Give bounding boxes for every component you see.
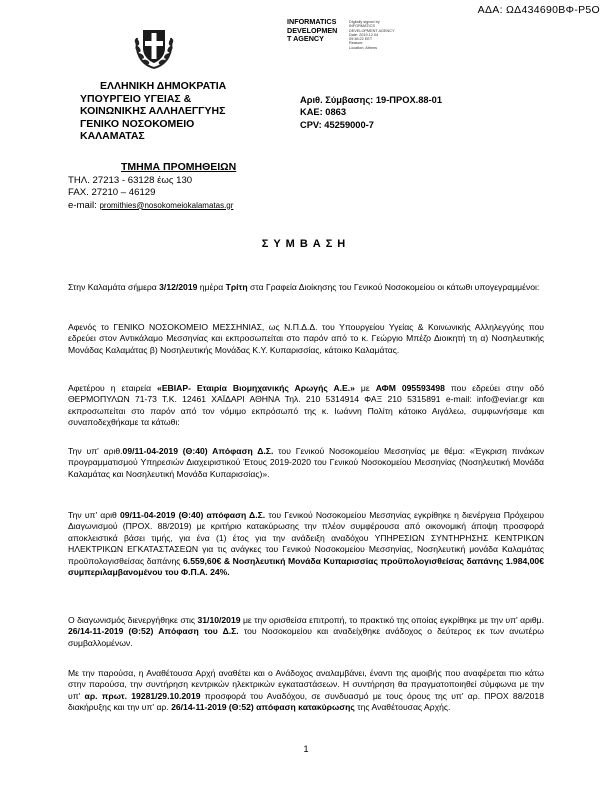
- paragraph-party-contractor: Αφετέρου η εταιρεία «ΕΒΙΑΡ- Εταιρία Βιομηχανικής Αρωγής Α.Ε.» με ΑΦΜ 095593498 που εδρεύει στην οδό ΘΕΡΜΟΠΥΛΩΝ 71-73 Τ.Κ. 12461 ΧΑΪΔΑΡΙ ΑΘΗΝΑ Τηλ. 210 5314914 ΦΑΞ 210 5315891 e-mail: info@eviar.gr και εκπροσωπείται στο παρόν από τον νόμιμο εκπρόσωπό της κ. Ιωάννη Πολίτη κάτοικο Αιγάλεω, συμφωνήσαμε και συναποδεχθήκαμε τα κάτωθι:: [68, 383, 544, 428]
- phone: ΤΗΛ. 27213 - 63128 έως 130: [68, 175, 193, 186]
- fax: FAX. 27210 – 46129: [68, 187, 156, 199]
- email-link[interactable]: promithies@nosokomeiokalamatas.gr: [99, 200, 234, 210]
- email-line: e-mail: promithies@nosokomeiokalamatas.gr: [68, 199, 234, 211]
- digital-signature-block: [287, 17, 447, 50]
- document-title: ΣΥΜΒΑΣΗ: [261, 238, 351, 250]
- signer-name: INFORMATICS DEVELOPMEN T AGENCY: [287, 17, 338, 44]
- cpv-code: CPV: 45259000-7: [300, 119, 374, 130]
- ada-code: ΑΔΑ: ΩΔ434690ΒΦ-Ρ5Ο: [477, 4, 600, 16]
- department-title: ΤΜΗΜΑ ΠΡΟΜΗΘΕΙΩΝ: [121, 161, 237, 173]
- paragraph-intro: Στην Καλαμάτα σήμερα 3/12/2019 ημέρα Τρίτη στα Γραφεία Διοίκησης του Γενικού Νοσοκομείου οι κάτωθι υπογεγραμμένοι:: [68, 282, 540, 292]
- page-number: 1: [303, 744, 309, 754]
- paragraph-tender-approval: Την υπ' αριθ 09/11-04-2019 (Θ:40) απόφαση Δ.Σ. του Γενικού Νοσοκομείου Μεσσηνίας εγκρίθηκε η διενέργεια Πρόχειρου Διαγωνισμού (ΠΡΟΧ. 88/2019) με κριτήριο κατακύρωσης την πλέον συμφέρουσα από οικονομική άποψη προσφορά αποκλειστικά βάσει τιμής, για ένα (1) έτος για την ανάδειξη αναδόχου ΥΠΗΡΕΣΙΩΝ ΣΥΝΤΗΡΗΣΗΣ ΚΕΝΤΡΙΚΩΝ ΗΛΕΚΤΡΙΚΩΝ ΕΓΚΑΤΑΣΤΑΣΕΩΝ για τις ανάγκες του Γενικού Νοσοκομείου Μεσσηνίας, Νοσηλευτική μονάδα Καλαμάτας προϋπολογισθείσας δαπάνης 6.559,60€ & Νοσηλευτική Μονάδα Κυπαρισσίας προϋπολογισθείσας δαπάνης 1.984,00€ συμπεριλαμβανομένου του Φ.Π.Α. 24%.: [68, 510, 544, 578]
- kae-code: ΚΑΕ: 0863: [300, 107, 346, 118]
- paragraph-tender-execution: Ο διαγωνισμός διενεργήθηκε στις 31/10/2019 με την ορισθείσα επιτροπή, το πρακτικό της οποίας εγκρίθηκε με την υπ' αριθμ. 26/14-11-2019 (Θ:52) Απόφαση του Δ.Σ. του Νοσοκομείου και αναδείχθηκε ανάδοχος ο δεύτερος εκ των ανωτέρω συμβαλλομένων.: [68, 615, 544, 648]
- contract-number: Αριθ. Σύμβασης: 19-ΠΡΟΧ.88-01: [300, 95, 443, 105]
- letterhead: ΕΛΛΗΝΙΚΗ ΔΗΜΟΚΡΑΤΙΑ ΥΠΟΥΡΓΕΙΟ ΥΓΕΙΑΣ & ΚΟΙΝΩΝΙΚΗΣ ΑΛΛΗΛΕΓΓΥΗΣ ΓΕΝΙΚΟ ΝΟΣΟΚΟΜΕΙΟ ΚΑΛΑΜΑΤΑΣ: [80, 80, 227, 143]
- contact-details: [68, 175, 233, 212]
- paragraph-party-hospital: Αφενός το ΓΕΝΙΚΟ ΝΟΣΟΚΟΜΕΙΟ ΜΕΣΣΗΝΙΑΣ, ως Ν.Π.Δ.Δ. του Υπουργείου Υγείας & Κοινωνικής Αλληλεγγύης που εδρεύει στον Αντικάλαμο Μεσσηνίας και εκπροσωπείται στο παρόν από το κ. Γεώργιο Μπέζο Διοικητή τη α) Νοσηλευτικής Μονάδας Καλαμάτας β) Νοσηλευτικής Μονάδας Κ.Υ. Κυπαρισσίας, κάτοικο Καλαμάτας.: [68, 322, 544, 355]
- greek-emblem-icon: [132, 24, 176, 70]
- paragraph-board-decision: Την υπ' αριθ.09/11-04-2019 (Θ:40) Απόφαση Δ.Σ. του Γενικού Νοσοκομείου Μεσσηνίας με θέμα: «Έγκριση πινάκων προγραμματισμού Υπηρεσιών Διαχειριστικού Έτους 2019-2020 του Γενικού Νοσοκομείου Μεσσηνίας (Νοσηλευτική Μονάδα Καλαμάτας και Νοσηλευτική Μονάδα Κυπαρισσίας)».: [68, 446, 544, 479]
- paragraph-assignment: Με την παρούσα, η Αναθέτουσα Αρχή αναθέτει και ο Ανάδοχος αναλαμβάνει, έναντι της αμοιβής που αναφέρεται πιο κάτω στην παρούσα, την συντήρηση κεντρικών ηλεκτρικών εγκαταστάσεων. Η συντήρηση θα πραγματοποιηθεί σύμφωνα με την υπ' αρ. πρωτ. 19281/29.10.2019 προσφορά του Αναδόχου, σε συνδυασμό με τους όρους της υπ' αρ. ΠΡΟΧ 88/2018 διακήρυξης και την υπ' αρ. 26/14-11-2019 (Θ:52) απόφαση κατακύρωσης της Αναθέτουσας Αρχής.: [68, 668, 544, 713]
- contract-meta: [300, 94, 442, 131]
- signature-details: Digitally signed by INFORMATICS DEVELOPMENT AGENCY Date: 2019.12.04 09:38:22 EET Reason: Location: Athens: [349, 20, 395, 50]
